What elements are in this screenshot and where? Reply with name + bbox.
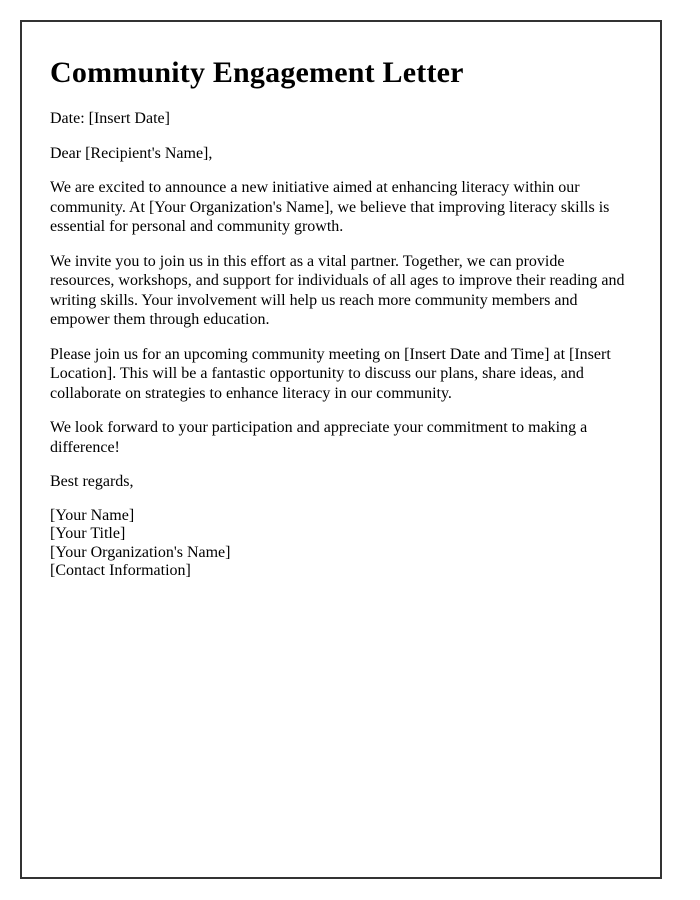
letter-paragraph-meeting: Please join us for an upcoming community meeting on [Insert Date and Time] at [Insert Location]. This will be a fantastic opportunity to discuss our plans, share ideas, and collaborate on strategies to enhance literacy in our community. bbox=[50, 345, 611, 402]
signature-line-name: [Your Name] bbox=[50, 506, 135, 524]
salutation: Dear [Recipient's Name], bbox=[50, 144, 213, 162]
letter-paragraph-thanks: We look forward to your participation and appreciate your commitment to making a difference! bbox=[50, 419, 588, 456]
signature-line-contact: [Contact Information] bbox=[50, 561, 191, 579]
signature-line-title: [Your Title] bbox=[50, 525, 126, 543]
signature-block bbox=[50, 507, 632, 581]
letter-paragraph-announcement: We are excited to announce a new initiative aimed at enhancing literacy within our community. At [Your Organization's Name], we believe that improving literacy skills is essential for personal and community growth. bbox=[50, 179, 610, 236]
closing: Best regards, bbox=[50, 473, 134, 491]
letter-title: Community Engagement Letter bbox=[50, 56, 464, 89]
signature-line-organization: [Your Organization's Name] bbox=[50, 543, 231, 561]
letter-page bbox=[20, 20, 662, 879]
letter-paragraph-invitation: We invite you to join us in this effort as a vital partner. Together, we can provide resources, workshops, and support for individuals of all ages to improve their reading and writing skills. Your involvement will help us reach more community members and empower them through education. bbox=[50, 252, 625, 329]
date-line: Date: [Insert Date] bbox=[50, 110, 170, 127]
